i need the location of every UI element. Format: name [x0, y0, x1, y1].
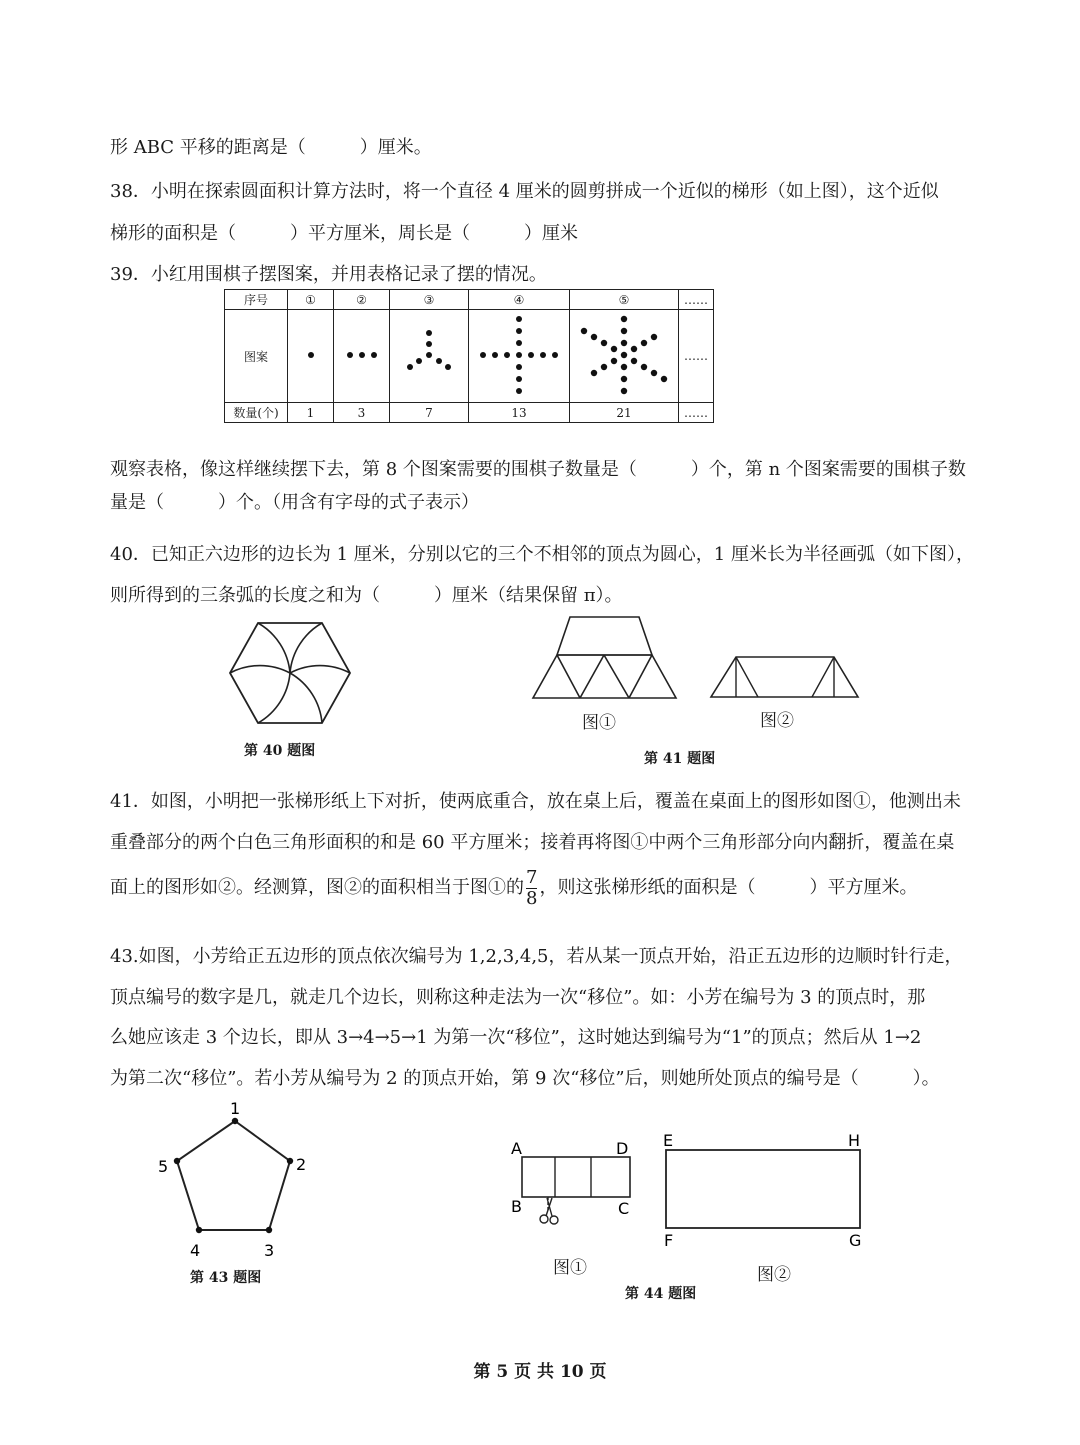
q38-line-1: 38．小明在探索圆面积计算方法时，将一个直径 4 厘米的圆剪拼成一个近似的梯形（如上图），这个近似	[110, 181, 939, 202]
pattern-2	[334, 310, 390, 403]
vertex-label-4: 4	[190, 1241, 201, 1260]
fraction-numerator: 7	[526, 866, 538, 888]
q38-line-2: 梯形的面积是（ ）平方厘米，周长是（ ）厘米	[110, 223, 578, 244]
point-label-F: F	[664, 1231, 674, 1250]
pentagon-figure	[150, 1100, 320, 1265]
vertex-label-1: 1	[230, 1099, 241, 1118]
q43-line-2: 顶点编号的数字是几，就走几个边长，则称这种走法为一次“移位”。如：小芳在编号为 3 的顶点时，那	[110, 987, 926, 1008]
point-label-E: E	[663, 1131, 674, 1150]
q43-caption: 第 43 题图	[190, 1270, 262, 1286]
q41-fig1-label: 图①	[582, 713, 616, 733]
table-count-1: 1	[288, 403, 334, 423]
hexagon-arcs-figure	[225, 618, 355, 728]
vertex-label-2: 2	[296, 1155, 307, 1174]
table-count-more: ……	[679, 403, 714, 423]
q44-caption: 第 44 题图	[625, 1286, 697, 1302]
table-count-3: 7	[390, 403, 469, 423]
point-label-D: D	[616, 1139, 629, 1158]
q41-line-3-post: ，则这张梯形纸的面积是（ ）平方厘米。	[539, 877, 918, 898]
paper-strip-figure	[508, 1140, 638, 1235]
q39-line-1: 观察表格，像这样继续摆下去，第 8 个图案需要的围棋子数量是（ ）个，第 n 个图案需要的围棋子数	[110, 459, 966, 480]
fraction-denominator: 8	[526, 887, 538, 909]
page-footer: 第 5 页 共 10 页	[473, 1362, 607, 1382]
q44-fig2-label: 图②	[757, 1265, 791, 1285]
table-index-3: ③	[390, 290, 469, 310]
table-pattern-label: 图案	[225, 310, 288, 403]
pattern-more: ……	[679, 310, 714, 403]
table-count-5: 21	[570, 403, 679, 423]
table-count-label: 数量(个)	[225, 403, 288, 423]
q39-line-2: 量是（ ）个。（用含有字母的式子表示）	[110, 492, 479, 513]
q41-line-2: 重叠部分的两个白色三角形面积的和是 60 平方厘米；接着再将图①中两个三角形部分向内翻折，覆盖在桌	[110, 832, 955, 853]
q40-caption: 第 40 题图	[244, 743, 316, 759]
table-index-4: ④	[469, 290, 570, 310]
q41-line-1: 41．如图，小明把一张梯形纸上下对折，使两底重合，放在桌上后，覆盖在桌面上的图形如图①，他测出未	[110, 791, 961, 812]
scissors-icon	[540, 1215, 548, 1223]
vertex-label-5: 5	[158, 1157, 169, 1176]
q41-line-3	[110, 862, 917, 914]
folded-trapezoid-figure-2	[710, 654, 860, 699]
point-label-A: A	[511, 1139, 522, 1158]
pattern-5	[570, 310, 679, 403]
q43-line-3: 么她应该走 3 个边长，即从 3→4→5→1 为第一次“移位”，这时她达到编号为“1”的顶点；然后从 1→2	[110, 1027, 922, 1048]
pattern-3	[390, 310, 469, 403]
point-label-C: C	[618, 1199, 630, 1218]
table-count-4: 13	[469, 403, 570, 423]
table-index-more: ……	[679, 290, 714, 310]
table-index-2: ②	[334, 290, 390, 310]
rectangle-figure	[660, 1130, 870, 1248]
table-index-5: ⑤	[570, 290, 679, 310]
q44-fig1-label: 图①	[553, 1258, 587, 1278]
pattern-table	[224, 289, 714, 423]
q41-line-3-pre: 面上的图形如②。经测算，图②的面积相当于图①的	[110, 877, 524, 898]
table-index-1: ①	[288, 290, 334, 310]
folded-trapezoid-figure-1	[532, 615, 677, 700]
q37-tail-text: 形 ABC 平移的距离是（ ）厘米。	[110, 137, 432, 158]
point-label-G: G	[849, 1231, 862, 1250]
q41-fig2-label: 图②	[760, 711, 794, 731]
q40-line-1: 40．已知正六边形的边长为 1 厘米，分别以它的三个不相邻的顶点为圆心，1 厘米长为半径画弧（如下图），	[110, 544, 974, 565]
table-count-2: 3	[334, 403, 390, 423]
q43-line-4: 为第二次“移位”。若小芳从编号为 2 的顶点开始，第 9 次“移位”后，则她所处顶点的编号是（ ）。	[110, 1068, 940, 1089]
point-label-B: B	[511, 1197, 522, 1216]
q40-line-2: 则所得到的三条弧的长度之和为（ ）厘米（结果保留 π）。	[110, 585, 623, 606]
q41-caption: 第 41 题图	[644, 751, 716, 767]
table-header-label: 序号	[225, 290, 288, 310]
fraction-seven-eighths	[526, 868, 537, 909]
q39-intro: 39．小红用围棋子摆图案，并用表格记录了摆的情况。	[110, 264, 547, 285]
pattern-1	[288, 310, 334, 403]
pattern-4	[469, 310, 570, 403]
q43-line-1: 43.如图，小芳给正五边形的顶点依次编号为 1,2,3,4,5，若从某一顶点开始，沿正五边形的边顺时针行走，	[110, 946, 963, 967]
point-label-H: H	[848, 1131, 861, 1150]
vertex-label-3: 3	[264, 1241, 275, 1260]
